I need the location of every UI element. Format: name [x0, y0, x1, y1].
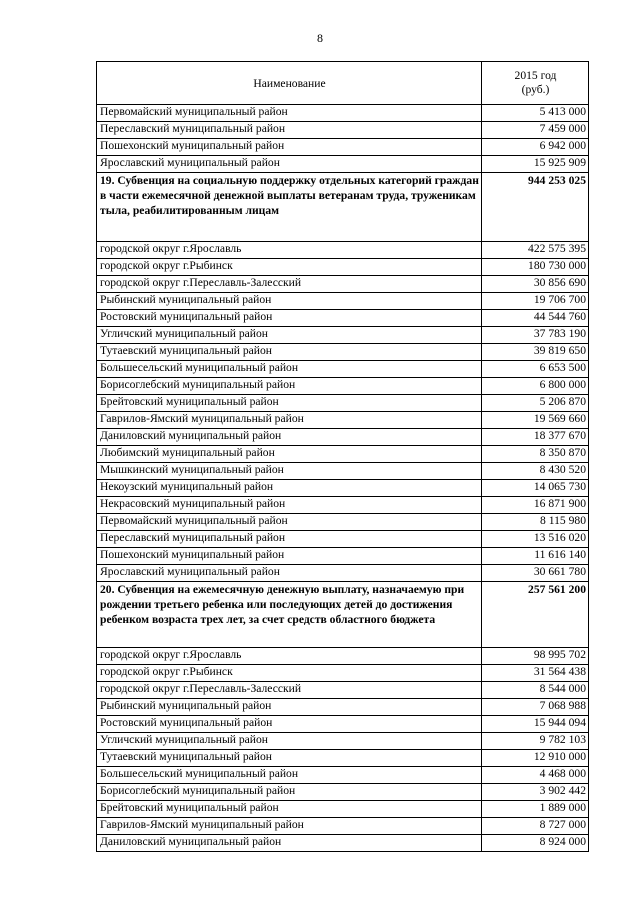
amount-value: 8 727 000 — [482, 818, 589, 835]
table-row — [97, 139, 589, 156]
table-row — [97, 327, 589, 344]
table-row — [97, 699, 589, 716]
district-name: городской округ г.Ярославль — [97, 242, 482, 259]
district-name: Даниловский муниципальный район — [97, 835, 482, 852]
table-row — [97, 801, 589, 818]
table-row — [97, 429, 589, 446]
amount-value: 19 706 700 — [482, 293, 589, 310]
column-header-name: Наименование — [97, 62, 482, 105]
table-row — [97, 682, 589, 699]
table-row — [97, 446, 589, 463]
amount-value: 14 065 730 — [482, 480, 589, 497]
table-row — [97, 395, 589, 412]
table-row — [97, 310, 589, 327]
amount-value: 15 944 094 — [482, 716, 589, 733]
page-number: 8 — [317, 31, 323, 45]
amount-value: 15 925 909 — [482, 156, 589, 173]
table-row — [97, 378, 589, 395]
district-name: Рыбинский муниципальный район — [97, 293, 482, 310]
table-row — [97, 733, 589, 750]
district-name: Борисоглебский муниципальный район — [97, 784, 482, 801]
amount-value: 8 544 000 — [482, 682, 589, 699]
district-name: Пошехонский муниципальный район — [97, 139, 482, 156]
table-row — [97, 716, 589, 733]
amount-value: 31 564 438 — [482, 665, 589, 682]
district-name: Переславский муниципальный район — [97, 531, 482, 548]
district-name: Тутаевский муниципальный район — [97, 750, 482, 767]
subsidy-table — [96, 61, 589, 852]
table-row — [97, 565, 589, 582]
amount-value: 7 459 000 — [482, 122, 589, 139]
table-row — [97, 648, 589, 665]
district-name: Ростовский муниципальный район — [97, 310, 482, 327]
table-row — [97, 531, 589, 548]
amount-value: 4 468 000 — [482, 767, 589, 784]
amount-value: 12 910 000 — [482, 750, 589, 767]
table-row — [97, 361, 589, 378]
table-row — [97, 344, 589, 361]
district-name: Первомайский муниципальный район — [97, 514, 482, 531]
district-name: Рыбинский муниципальный район — [97, 699, 482, 716]
amount-value: 6 942 000 — [482, 139, 589, 156]
amount-value: 5 206 870 — [482, 395, 589, 412]
district-name: Борисоглебский муниципальный район — [97, 378, 482, 395]
table-row — [97, 122, 589, 139]
district-name: Любимский муниципальный район — [97, 446, 482, 463]
district-name: городской округ г.Рыбинск — [97, 665, 482, 682]
table-row — [97, 242, 589, 259]
district-name: Ростовский муниципальный район — [97, 716, 482, 733]
amount-value: 180 730 000 — [482, 259, 589, 276]
district-name: Брейтовский муниципальный район — [97, 801, 482, 818]
amount-value: 13 516 020 — [482, 531, 589, 548]
table-row — [97, 514, 589, 531]
district-name: Ярославский муниципальный район — [97, 156, 482, 173]
amount-value: 1 889 000 — [482, 801, 589, 818]
amount-value: 44 544 760 — [482, 310, 589, 327]
amount-value: 16 871 900 — [482, 497, 589, 514]
table-row — [97, 548, 589, 565]
amount-value: 8 350 870 — [482, 446, 589, 463]
amount-value: 8 115 980 — [482, 514, 589, 531]
column-header-year — [482, 62, 589, 105]
column-header-unit: (руб.) — [521, 83, 550, 96]
table-row — [97, 276, 589, 293]
section-row — [97, 173, 589, 242]
table-row — [97, 259, 589, 276]
amount-value: 18 377 670 — [482, 429, 589, 446]
district-name: Большесельский муниципальный район — [97, 767, 482, 784]
section-title: 19. Субвенция на социальную поддержку отдельных категорий граждан в части ежемесячной денежной выплаты ветеранам труда, труженикам тыла, реабилитированным лицам — [97, 173, 482, 242]
table-row — [97, 463, 589, 480]
amount-value: 11 616 140 — [482, 548, 589, 565]
amount-value: 422 575 395 — [482, 242, 589, 259]
table-row — [97, 818, 589, 835]
amount-value: 7 068 988 — [482, 699, 589, 716]
district-name: Большесельский муниципальный район — [97, 361, 482, 378]
district-name: Мышкинский муниципальный район — [97, 463, 482, 480]
amount-value: 3 902 442 — [482, 784, 589, 801]
column-header-year-label: 2015 год — [514, 69, 557, 82]
district-name: Пошехонский муниципальный район — [97, 548, 482, 565]
district-name: Даниловский муниципальный район — [97, 429, 482, 446]
district-name: городской округ г.Рыбинск — [97, 259, 482, 276]
amount-value: 30 856 690 — [482, 276, 589, 293]
amount-value: 5 413 000 — [482, 105, 589, 122]
table-body — [97, 105, 589, 852]
amount-value: 8 924 000 — [482, 835, 589, 852]
section-total: 944 253 025 — [482, 173, 589, 242]
district-name: Некоузский муниципальный район — [97, 480, 482, 497]
district-name: Гаврилов-Ямский муниципальный район — [97, 818, 482, 835]
amount-value: 39 819 650 — [482, 344, 589, 361]
table-row — [97, 105, 589, 122]
amount-value: 6 800 000 — [482, 378, 589, 395]
table-row — [97, 835, 589, 852]
table-row — [97, 784, 589, 801]
district-name: Угличский муниципальный район — [97, 327, 482, 344]
district-name: Брейтовский муниципальный район — [97, 395, 482, 412]
section-total: 257 561 200 — [482, 582, 589, 648]
table-header-row — [97, 62, 589, 105]
amount-value: 19 569 660 — [482, 412, 589, 429]
section-row — [97, 582, 589, 648]
table-row — [97, 480, 589, 497]
district-name: городской округ г.Переславль-Залесский — [97, 276, 482, 293]
table-row — [97, 767, 589, 784]
table-row — [97, 156, 589, 173]
district-name: городской округ г.Ярославль — [97, 648, 482, 665]
district-name: Тутаевский муниципальный район — [97, 344, 482, 361]
district-name: Ярославский муниципальный район — [97, 565, 482, 582]
amount-value: 37 783 190 — [482, 327, 589, 344]
amount-value: 8 430 520 — [482, 463, 589, 480]
amount-value: 6 653 500 — [482, 361, 589, 378]
table-row — [97, 665, 589, 682]
table-row — [97, 497, 589, 514]
amount-value: 98 995 702 — [482, 648, 589, 665]
table-row — [97, 293, 589, 310]
amount-value: 9 782 103 — [482, 733, 589, 750]
section-title: 20. Субвенция на ежемесячную денежную выплату, назначаемую при рождении третьего ребенка или последующих детей до достижения ребенком возраста трех лет, за счет средств областного бюджета — [97, 582, 482, 648]
district-name: Гаврилов-Ямский муниципальный район — [97, 412, 482, 429]
district-name: Первомайский муниципальный район — [97, 105, 482, 122]
district-name: Переславский муниципальный район — [97, 122, 482, 139]
district-name: Некрасовский муниципальный район — [97, 497, 482, 514]
district-name: Угличский муниципальный район — [97, 733, 482, 750]
table-row — [97, 412, 589, 429]
table-row — [97, 750, 589, 767]
amount-value: 30 661 780 — [482, 565, 589, 582]
district-name: городской округ г.Переславль-Залесский — [97, 682, 482, 699]
